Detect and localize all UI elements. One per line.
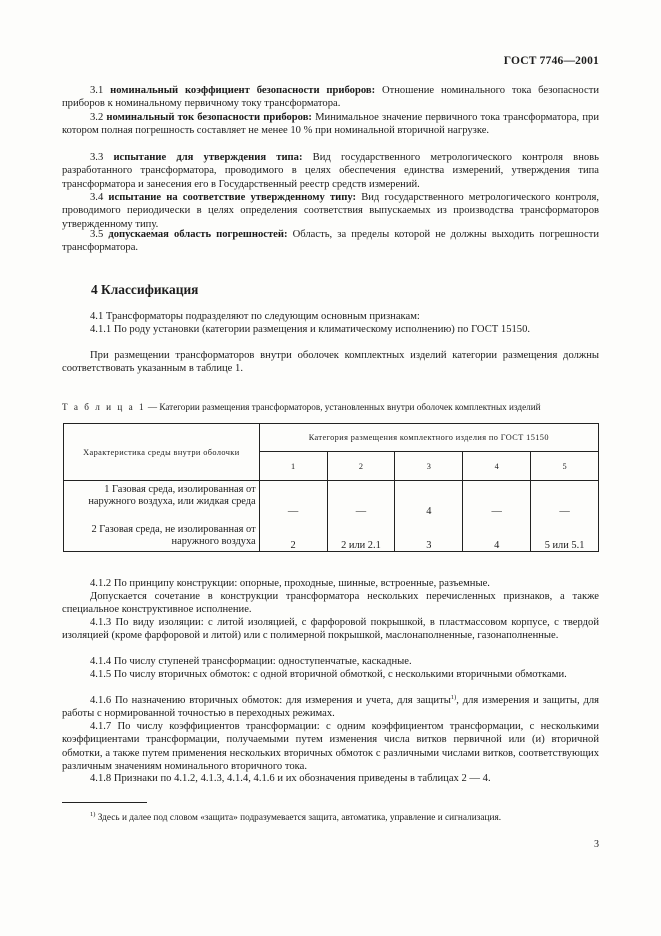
- def-text: Область, за пределы которой не должны выходить погрешности трансформатора.: [62, 229, 600, 254]
- paragraph-4-1-1: 4.1.1 По роду установки (категории размещения и климатическому исполнению) по ГОСТ 15150.: [90, 324, 531, 335]
- section-heading: 4 Классификация: [91, 282, 199, 297]
- row-label: 2 Газовая среда, не изолированная от наружного воздуха: [64, 517, 260, 552]
- paragraph-4-1: 4.1 Трансформаторы подразделяют по следующим основным признакам:: [90, 311, 420, 322]
- paragraph-4-1-7: 4.1.7 По числу коэффициентов трансформации: с одним коэффициентом трансформации, с несколькими коэффициентами трансформации, получаемыми путем изменения числа витков первичной или (и) вторичной обмотки, а также путем применения нескольких вторичных обмоток с различными числами витков, соответствующих различным значениям номинального вторичного тока.: [62, 721, 599, 773]
- definition-3-4: [62, 191, 599, 231]
- table-cell: 2 или 2.1: [327, 517, 395, 552]
- table-header-col-number: 2: [327, 452, 395, 481]
- definition-3-3: [62, 151, 599, 191]
- table-header-environment: Характеристика среды внутри оболочки: [64, 424, 260, 481]
- paragraph-4-1-4: 4.1.4 По числу ступеней трансформации: одноступенчатые, каскадные.: [90, 656, 412, 667]
- table-header-col-number: 5: [531, 452, 599, 481]
- def-term: допускаемая область погрешностей:: [108, 229, 288, 240]
- footnote-reference[interactable]: 1): [450, 694, 457, 701]
- table-cell: 4: [463, 517, 531, 552]
- table-cell: —: [259, 481, 327, 517]
- table-cell: —: [531, 481, 599, 517]
- def-text: Минимальное значение первичного тока трансформатора, при котором полная погрешность составляет не менее 10 % при номинальной вторичной нагрузке.: [62, 112, 599, 137]
- def-number: 3.3: [90, 152, 104, 163]
- table-caption: [62, 401, 599, 413]
- def-term: номинальный ток безопасности приборов:: [106, 112, 312, 123]
- paragraph-4-1-6: [62, 694, 599, 721]
- paragraph-4-1-1-note: При размещении трансформаторов внутри оболочек комплектных изделий категории размещения должны соответствовать указанным в таблице 1.: [62, 350, 599, 375]
- def-number: 3.1: [90, 85, 104, 96]
- paragraph-4-1-2: 4.1.2 По принципу конструкции: опорные, проходные, шинные, встроенные, разъемные.: [90, 578, 490, 589]
- table-cell: 5 или 5.1: [531, 517, 599, 552]
- row-label: 1 Газовая среда, изолированная от наружного воздуха, или жидкая среда: [64, 481, 260, 517]
- table-header-col-number: 1: [259, 452, 327, 481]
- def-text: Отношение номинального тока безопасности приборов к номинальному первичному току трансформатора.: [62, 85, 599, 110]
- table-header-category-group: Категория размещения комплектного изделия по ГОСТ 15150: [259, 424, 598, 452]
- table-caption-prefix: Т а б л и ц а 1: [62, 402, 146, 412]
- paragraph-4-1-2-note: Допускается сочетание в конструкции трансформатора нескольких перечисленных признаков, а также специальное конструктивное исполнение.: [62, 591, 599, 616]
- paragraph-4-1-6-text: 4.1.6 По назначению вторичных обмоток: для измерения и учета, для защиты: [90, 695, 451, 706]
- footnote-text: Здесь и далее под словом «защита» подразумевается защита, автоматика, управление и сигнализация.: [95, 813, 502, 823]
- table-cell: —: [463, 481, 531, 517]
- definition-3-1: [62, 84, 599, 111]
- paragraph-4-1-8: 4.1.8 Признаки по 4.1.2, 4.1.3, 4.1.4, 4.1.6 и их обозначения приведены в таблицах 2 — 4.: [90, 773, 491, 784]
- page-number: 3: [594, 839, 599, 850]
- footnote-divider: [62, 802, 147, 803]
- table-caption-text: — Категории размещения трансформаторов, установленных внутри оболочек комплектных изделий: [145, 402, 541, 412]
- table-cell: 3: [395, 517, 463, 552]
- definition-3-5: [62, 228, 599, 255]
- def-number: 3.5: [90, 229, 104, 240]
- footnote: [62, 812, 599, 824]
- definition-3-2: [62, 111, 599, 138]
- table-cell: 4: [395, 481, 463, 517]
- paragraph-4-1-6-rest: , для измерения и защиты, для работы с нормированной точностью в переходных режимах.: [62, 695, 599, 720]
- table-cell: 2: [259, 517, 327, 552]
- def-term: испытание на соответствие утвержденному типу:: [108, 192, 357, 203]
- def-term: номинальный коэффициент безопасности приборов:: [110, 85, 376, 96]
- footnote-mark: 1): [90, 811, 96, 818]
- def-text: Вид государственного метрологического контроля вновь разработанного трансформатора, проводимого в целях обеспечения единства измерений, утверждения типа трансформатора и занесения его в Государственный реестр средств измерений.: [62, 152, 599, 190]
- document-header: ГОСТ 7746—2001: [503, 55, 599, 67]
- table-row: [64, 481, 599, 517]
- paragraph-4-1-5: 4.1.5 По числу вторичных обмоток: с одной вторичной обмоткой, с несколькими вторичными обмотками.: [90, 669, 567, 680]
- paragraph-4-1-3: 4.1.3 По виду изоляции: с литой изоляцией, с фарфоровой покрышкой, в пластмассовом корпусе, с твердой изоляцией (кроме фарфоровой и литой) или с полимерной покрышкой, маслонаполненные, газонаполненные.: [62, 617, 599, 642]
- table-header-col-number: 3: [395, 452, 463, 481]
- def-number: 3.4: [90, 192, 104, 203]
- table-header-col-number: 4: [463, 452, 531, 481]
- table-cell: —: [327, 481, 395, 517]
- table-row: [64, 517, 599, 552]
- classification-table: [63, 423, 599, 552]
- def-term: испытание для утверждения типа:: [113, 152, 303, 163]
- def-number: 3.2: [90, 112, 104, 123]
- def-text: Вид государственного метрологического контроля, проводимого периодически в целях определения соответствия выпускаемых из производства трансформаторов утвержденному типу.: [62, 192, 600, 230]
